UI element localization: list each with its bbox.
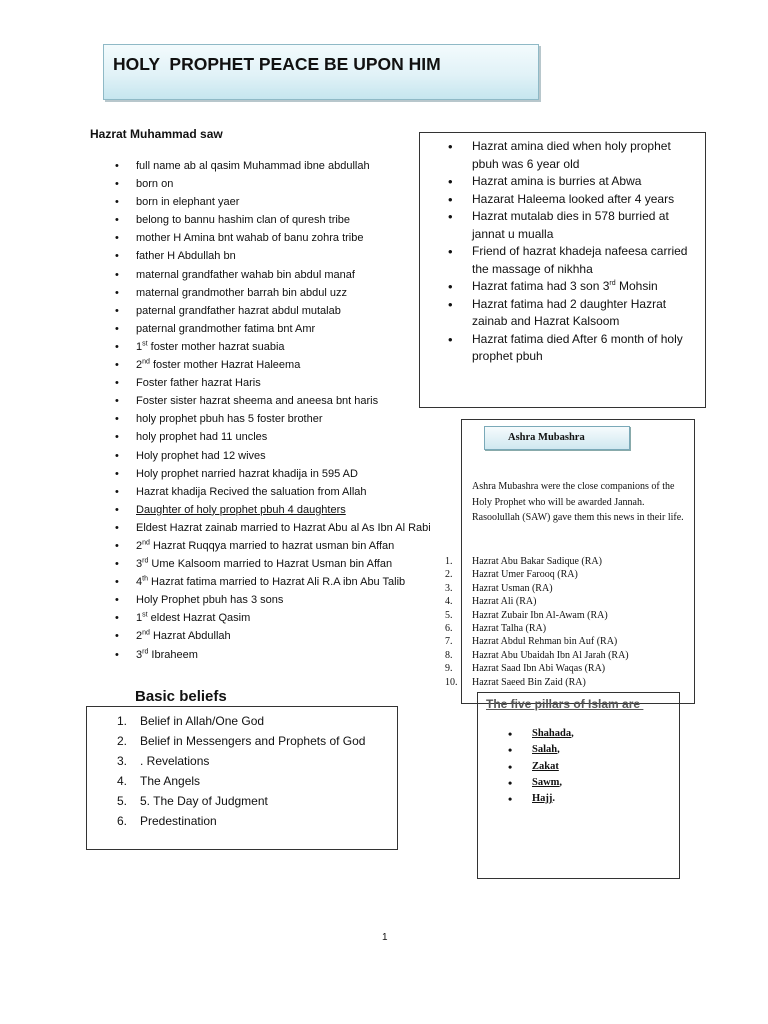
event-item: • Hazrat amina died when holy prophet pbuh was 6 year old [446,138,700,173]
fact-item: • Foster sister hazrat sheema and aneesa bnt haris [112,392,442,410]
fact-item: • born in elephant yaer [112,193,442,211]
pillars-box [477,692,680,879]
fact-item: • 2nd Hazrat Abdullah [112,627,442,645]
title-banner [103,44,539,100]
pillar-item: • Sawm, [506,775,574,791]
companion-item: 7. Hazrat Abdul Rehman bin Auf (RA) [445,636,618,648]
events-box [419,132,706,408]
fact-item: • full name ab al qasim Muhammad ibne abdullah [112,157,442,175]
event-item: • Hazrat fatima had 2 daughter Hazrat zainab and Hazrat Kalsoom [446,296,700,331]
companion-item: 9. Hazrat Saad Ibn Abi Waqas (RA) [445,663,606,675]
event-item: • Hazarat Haleema looked after 4 years [446,191,700,209]
fact-item: • 2nd Hazrat Ruqqya married to hazrat usman bin Affan [112,537,442,555]
fact-item: • Holy prophet had 12 wives [112,447,442,465]
companion-item: 8. Hazrat Abu Ubaidah Ibn Al Jarah (RA) [445,649,629,661]
section-heading: Hazrat Muhammad saw [90,127,223,141]
fact-item: • born on [112,175,442,193]
pillar-item: • Hajj. [506,791,574,807]
companion-item: 3. Hazrat Usman (RA) [445,582,553,594]
fact-item: • Holy Prophet pbuh has 3 sons [112,591,442,609]
fact-item: • paternal grandfather hazrat abdul mutalab [112,302,442,320]
fact-item: • maternal grandfather wahab bin abdul manaf [112,266,442,284]
pillar-item: • Salah, [506,742,574,758]
event-item: • Hazrat mutalab dies in 578 burried at jannat u mualla [446,208,700,243]
facts-list [112,157,442,664]
fact-item: • 3rd Ume Kalsoom married to Hazrat Usman bin Affan [112,555,442,573]
event-item: • Friend of hazrat khadeja nafeesa carried the massage of nikhha [446,243,700,278]
fact-item: • Foster father hazrat Haris [112,374,442,392]
fact-item: • belong to bannu hashim clan of quresh tribe [112,211,442,229]
fact-item: • mother H Amina bnt wahab of banu zohra tribe [112,229,442,247]
belief-item: 3. . Revelations [117,754,210,768]
fact-item-underlined: • Daughter of holy prophet pbuh 4 daughters [112,501,442,519]
fact-item: • 3rd Ibraheem [112,646,442,664]
fact-item: • Hazrat khadija Recived the saluation from Allah [112,483,442,501]
fact-item: • maternal grandmother barrah bin abdul uzz [112,284,442,302]
companion-item: 4. Hazrat Ali (RA) [445,596,537,608]
companion-item: 1. Hazrat Abu Bakar Sadique (RA) [445,556,602,567]
beliefs-box [86,706,398,850]
companion-item: 6. Hazrat Talha (RA) [445,623,547,635]
belief-item: 2. Belief in Messengers and Prophets of God [117,734,366,748]
beliefs-heading: Basic beliefs [135,688,227,705]
pillar-item: • Shahada, [506,726,574,742]
pillar-item: • Zakat [506,759,574,775]
event-item: • Hazrat fatima had 3 son 3rd Mohsin [446,278,700,296]
pillars-list [506,726,574,807]
belief-item: 6. Predestination [117,814,217,828]
fact-item: • 2nd foster mother Hazrat Haleema [112,356,442,374]
ashra-mubashra-box [445,419,695,704]
belief-item: 1. Belief in Allah/One God [117,714,265,728]
fact-item: • holy prophet had 11 uncles [112,428,442,446]
events-list [446,138,700,366]
ashra-description: Ashra Mubashra were the close companions of the Holy Prophet who will be awarded Jannah. Rasoolullah (SAW) gave them this news in their life. [472,481,684,523]
companions-list [445,555,629,689]
fact-item: • 4th Hazrat fatima married to Hazrat Ali R.A ibn Abu Talib [112,573,442,591]
beliefs-list [117,711,365,831]
companion-item: 5. Hazrat Zubair Ibn Al-Awam (RA) [445,609,608,621]
companion-item: 2. Hazrat Umer Farooq (RA) [445,569,578,581]
event-item: • Hazrat amina is burries at Abwa [446,173,700,191]
fact-item: • 1st foster mother hazrat suabia [112,338,442,356]
page-title: HOLY PROPHET PEACE BE UPON HIM [113,54,441,74]
fact-item: • Eldest Hazrat zainab married to Hazrat Abu al As Ibn Al Rabi [112,519,442,537]
belief-item: 5. 5. The Day of Judgment [117,794,268,808]
fact-item: • holy prophet pbuh has 5 foster brother [112,410,442,428]
companion-item: 10. Hazrat Saeed Bin Zaid (RA) [445,676,586,688]
ashra-label: Ashra Mubashra [484,426,630,450]
fact-item: • father H Abdullah bn [112,247,442,265]
fact-item: • paternal grandmother fatima bnt Amr [112,320,442,338]
event-item: • Hazrat fatima died After 6 month of holy prophet pbuh [446,331,700,366]
page-number: 1 [382,932,388,943]
fact-item: • Holy prophet narried hazrat khadija in 595 AD [112,465,442,483]
fact-item: • 1st eldest Hazrat Qasim [112,609,442,627]
pillars-heading: The five pillars of Islam are [486,697,644,711]
belief-item: 4. The Angels [117,774,201,788]
